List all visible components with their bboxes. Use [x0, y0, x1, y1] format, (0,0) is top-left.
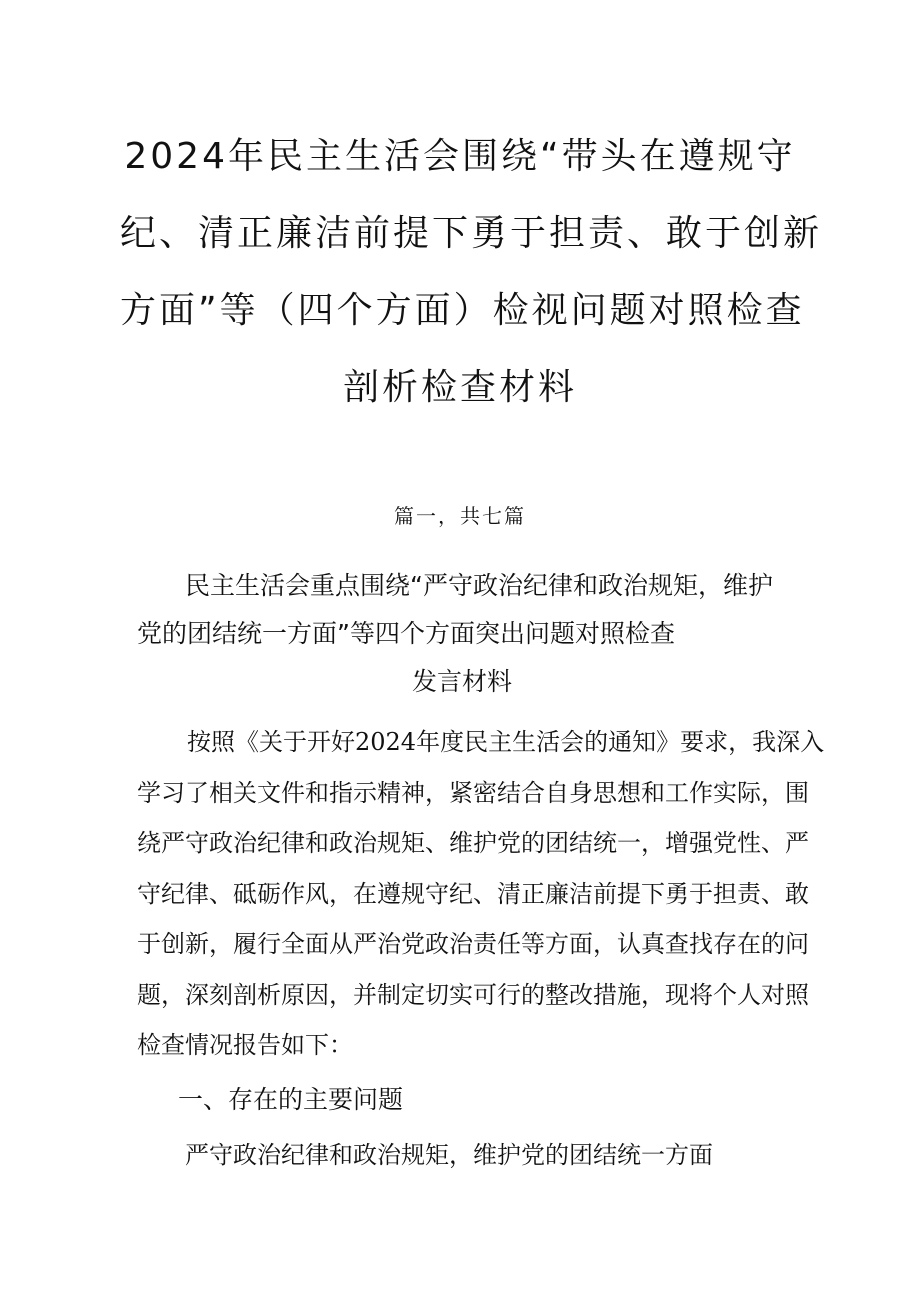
- speech-title-line: 党的团结统一方面”等四个方面突出问题对照检查: [137, 619, 675, 648]
- main-title-line: 2024年民主生活会围绕“带头在遵规守: [124, 136, 796, 177]
- body-line: 绕严守政治纪律和政治规矩、维护党的团结统一，增强党性、严: [137, 829, 809, 857]
- main-title-line: 方面”等（四个方面）检视问题对照检查: [120, 290, 805, 331]
- speech-title: [137, 562, 797, 706]
- main-title-line: 纪、清正廉洁前提下勇于担责、敢于创新: [120, 213, 823, 254]
- part-subtitle: 篇一，共七篇: [394, 504, 526, 528]
- body-line: 于创新，履行全面从严治党政治责任等方面，认真查找存在的问: [137, 930, 809, 958]
- body-paragraph: [137, 717, 825, 1071]
- body-line: 题，深刻剖析原因，并制定切实可行的整改措施，现将个人对照: [137, 980, 809, 1009]
- main-title: [120, 118, 823, 426]
- body-line: 检查情况报告如下：: [137, 1031, 353, 1059]
- speech-title-line: 发言材料: [411, 667, 512, 696]
- section-heading: 一、存在的主要问题: [178, 1085, 404, 1114]
- subsection-heading: 严守政治纪律和政治规矩，维护党的团结统一方面: [185, 1141, 713, 1169]
- main-title-line: 剖析检查材料: [342, 367, 577, 408]
- body-line: 学习了相关文件和指示精神，紧密结合自身思想和工作实际，围: [137, 778, 809, 807]
- speech-title-line: 民主生活会重点围绕“严守政治纪律和政治规矩，维护: [185, 571, 773, 600]
- body-line: 守纪律、砥砺作风，在遵规守纪、清正廉洁前提下勇于担责、敢: [137, 879, 809, 908]
- body-line: 按照《关于开好2024年度民主生活会的通知》要求，我深入: [187, 728, 825, 756]
